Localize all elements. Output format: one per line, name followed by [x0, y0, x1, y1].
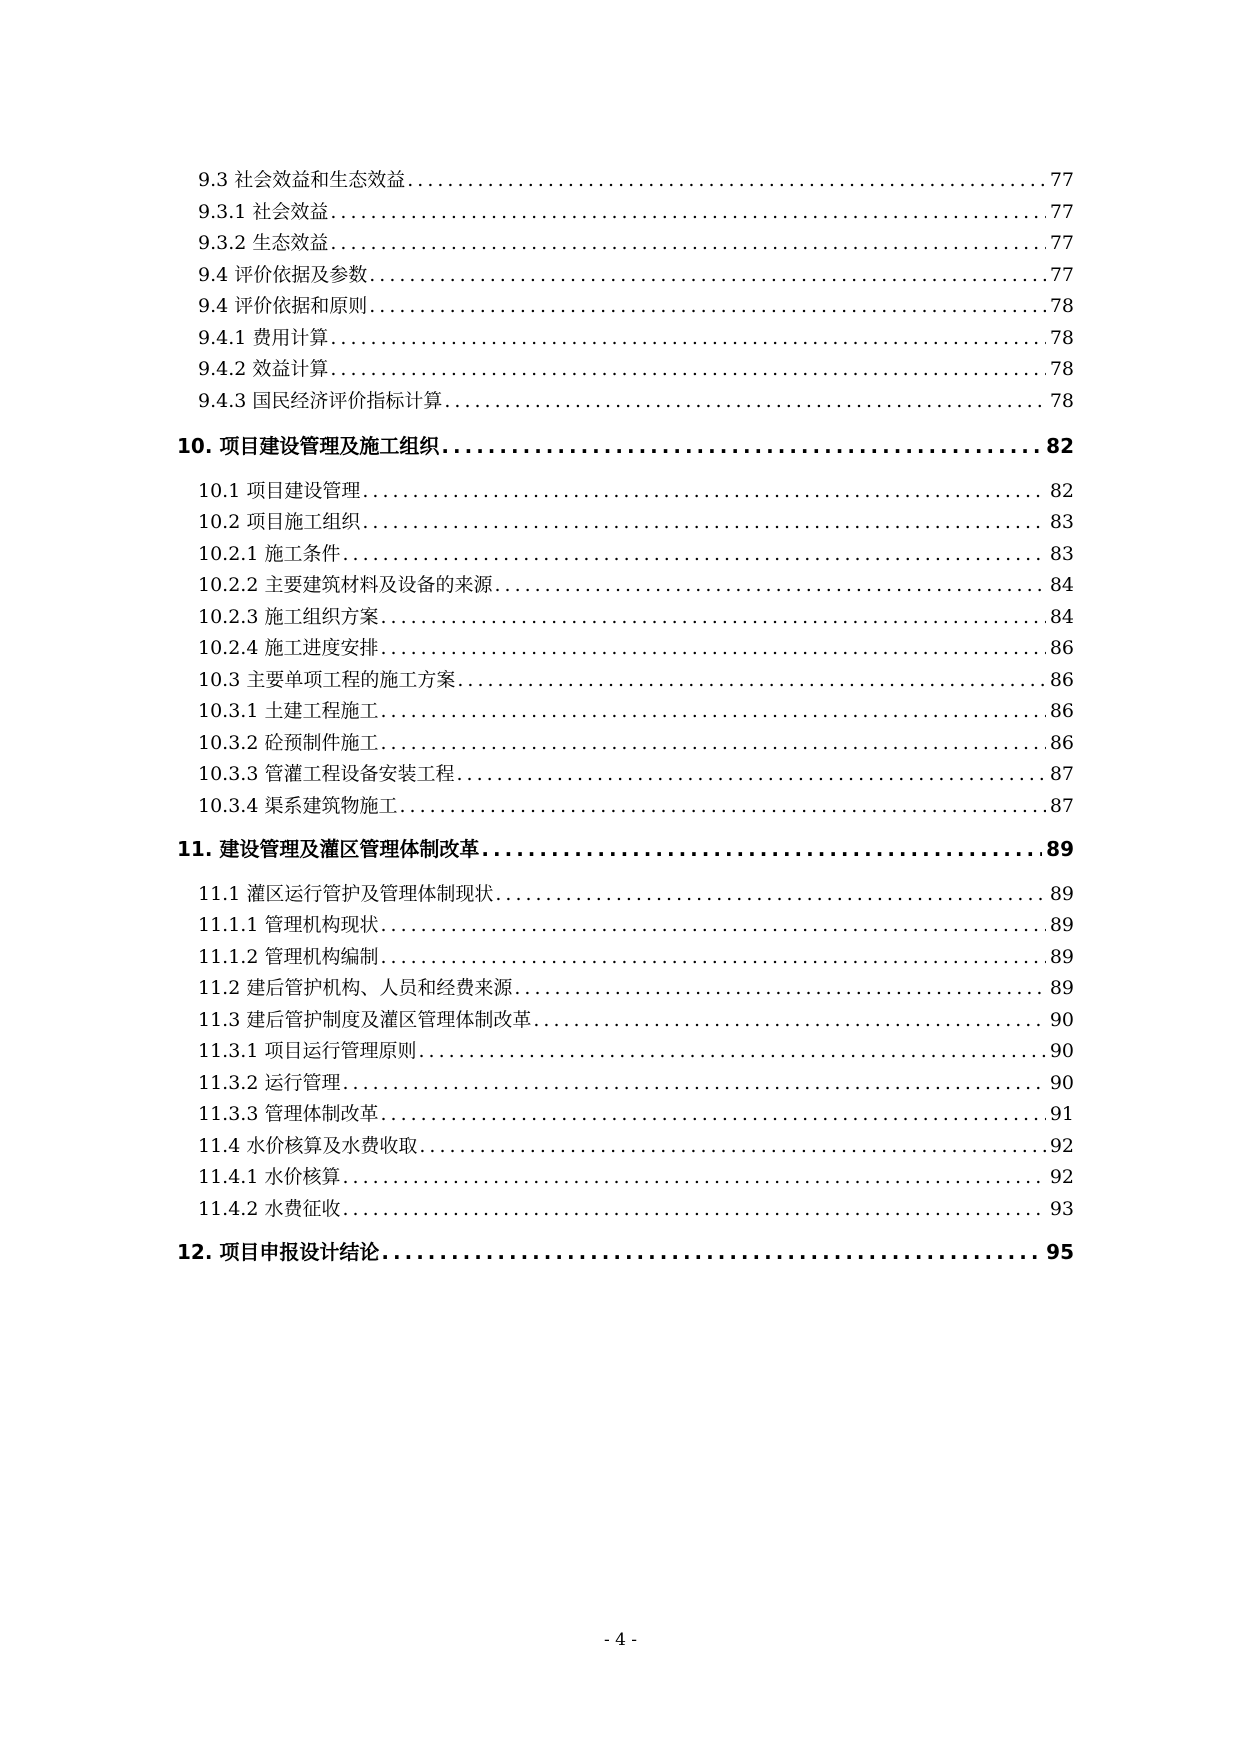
toc-entry-label: 11.3.2 运行管理: [198, 1072, 341, 1094]
toc-entry[interactable]: [198, 1162, 1074, 1189]
toc-entry-label: 10.1 项目建设管理: [198, 480, 361, 502]
dot-leader: [362, 511, 1045, 533]
dot-leader: [380, 700, 1045, 722]
dot-leader: [380, 1103, 1045, 1125]
dot-leader: [441, 434, 1042, 458]
toc-entry-page: 86: [1049, 637, 1074, 659]
dot-leader: [369, 295, 1046, 317]
toc-entry-page: 78: [1049, 327, 1074, 349]
toc-entry-page: 82: [1049, 480, 1074, 502]
toc-entry-page: 89: [1049, 914, 1074, 936]
toc-entry-label: 9.3.1 社会效益: [198, 201, 329, 223]
toc-chapter-entry[interactable]: [177, 833, 1074, 862]
toc-entry-label: 10.2.1 施工条件: [198, 543, 341, 565]
dot-leader: [330, 327, 1045, 349]
dot-leader: [407, 169, 1046, 191]
toc-entry[interactable]: [198, 973, 1074, 1000]
dot-leader: [362, 480, 1045, 502]
toc-entry-page: 84: [1049, 606, 1074, 628]
dot-leader: [418, 1040, 1045, 1062]
toc-entry-label: 11.3.3 管理体制改革: [198, 1103, 379, 1125]
toc-entry[interactable]: [198, 1005, 1074, 1032]
toc-entry-label: 10.2.2 主要建筑材料及设备的来源: [198, 574, 493, 596]
toc-entry[interactable]: [198, 633, 1074, 660]
toc-entry[interactable]: [198, 570, 1074, 597]
toc-entry-label: 9.4 评价依据和原则: [198, 295, 368, 317]
toc-entry-page: 91: [1049, 1103, 1074, 1125]
toc-entry-page: 78: [1049, 390, 1074, 412]
toc-entry-label: 9.3.2 生态效益: [198, 232, 329, 254]
toc-entry-label: 9.3 社会效益和生态效益: [198, 169, 406, 191]
toc-entry-label: 10.2.4 施工进度安排: [198, 637, 379, 659]
dot-leader: [342, 1072, 1045, 1094]
toc-entry-page: 89: [1049, 946, 1074, 968]
dot-leader: [380, 914, 1045, 936]
toc-entry[interactable]: [198, 879, 1074, 906]
toc-entry[interactable]: [198, 165, 1074, 192]
toc-entry-label: 11.4 水价核算及水费收取: [198, 1135, 418, 1157]
toc-entry[interactable]: [198, 260, 1074, 287]
toc-entry-page: 77: [1049, 264, 1074, 286]
toc-entry-page: 92: [1049, 1166, 1074, 1188]
toc-entry-label: 11.4.1 水价核算: [198, 1166, 341, 1188]
dot-leader: [330, 358, 1045, 380]
toc-chapter-page: 82: [1046, 434, 1074, 458]
toc-entry-page: 90: [1049, 1040, 1074, 1062]
toc-entry-page: 89: [1049, 883, 1074, 905]
toc-chapter-page: 95: [1046, 1240, 1074, 1264]
toc-entry-label: 10.3.4 渠系建筑物施工: [198, 795, 398, 817]
toc-entry[interactable]: [198, 696, 1074, 723]
toc-entry-page: 86: [1049, 700, 1074, 722]
dot-leader: [494, 574, 1045, 596]
toc-entry[interactable]: [198, 1068, 1074, 1095]
dot-leader: [380, 732, 1045, 754]
toc-entry-page: 86: [1049, 669, 1074, 691]
toc-entry-label: 11.3.1 项目运行管理原则: [198, 1040, 417, 1062]
toc-entry-label: 11.1 灌区运行管护及管理体制现状: [198, 883, 494, 905]
toc-entry-page: 90: [1049, 1072, 1074, 1094]
toc-chapter-entry[interactable]: [177, 430, 1074, 459]
toc-entry-page: 83: [1049, 511, 1074, 533]
toc-entry[interactable]: [198, 665, 1074, 692]
toc-chapter-page: 89: [1046, 837, 1074, 861]
toc-entry[interactable]: [198, 476, 1074, 503]
toc-entry-page: 83: [1049, 543, 1074, 565]
toc-entry-page: 86: [1049, 732, 1074, 754]
toc-entry[interactable]: [198, 791, 1074, 818]
toc-entry-page: 92: [1049, 1135, 1074, 1157]
dot-leader: [495, 883, 1045, 905]
toc-entry-label: 10.3 主要单项工程的施工方案: [198, 669, 456, 691]
dot-leader: [380, 637, 1045, 659]
toc-entry-page: 77: [1049, 232, 1074, 254]
toc-entry-label: 9.4.3 国民经济评价指标计算: [198, 390, 443, 412]
dot-leader: [481, 837, 1042, 861]
toc-entry-label: 10.3.1 土建工程施工: [198, 700, 379, 722]
toc-entry-page: 93: [1049, 1198, 1074, 1220]
toc-entry[interactable]: [198, 507, 1074, 534]
toc-entry-page: 84: [1049, 574, 1074, 596]
toc-entry[interactable]: [198, 942, 1074, 969]
dot-leader: [342, 1198, 1045, 1220]
dot-leader: [369, 264, 1046, 286]
toc-chapter-label: 11. 建设管理及灌区管理体制改革: [177, 837, 480, 861]
toc-entry-label: 10.3.2 砼预制件施工: [198, 732, 379, 754]
dot-leader: [419, 1135, 1045, 1157]
toc-entry-label: 10.2 项目施工组织: [198, 511, 361, 533]
toc-entry[interactable]: [198, 539, 1074, 566]
dot-leader: [380, 946, 1045, 968]
dot-leader: [330, 201, 1045, 223]
toc-entry-label: 10.2.3 施工组织方案: [198, 606, 379, 628]
dot-leader: [444, 390, 1045, 412]
dot-leader: [456, 763, 1045, 785]
dot-leader: [514, 977, 1045, 999]
toc-entry[interactable]: [198, 1099, 1074, 1126]
toc-entry-label: 11.2 建后管护机构、人员和经费来源: [198, 977, 513, 999]
toc-chapter-label: 12. 项目申报设计结论: [177, 1240, 380, 1264]
toc-entry-label: 9.4.1 费用计算: [198, 327, 329, 349]
toc-entry[interactable]: [198, 728, 1074, 755]
dot-leader: [381, 1240, 1042, 1264]
toc-entry-label: 9.4 评价依据及参数: [198, 264, 368, 286]
dot-leader: [399, 795, 1045, 817]
toc-chapter-label: 10. 项目建设管理及施工组织: [177, 434, 440, 458]
toc-entry[interactable]: [198, 910, 1074, 937]
dot-leader: [330, 232, 1045, 254]
toc-entry[interactable]: [198, 602, 1074, 629]
toc-entry-label: 11.1.2 管理机构编制: [198, 946, 379, 968]
toc-entry[interactable]: [198, 228, 1074, 255]
toc-entry-page: 78: [1049, 358, 1074, 380]
toc-entry-page: 78: [1049, 295, 1074, 317]
toc-entry[interactable]: [198, 354, 1074, 381]
toc-entry[interactable]: [198, 1194, 1074, 1221]
toc-entry-page: 77: [1049, 169, 1074, 191]
toc-entry-page: 90: [1049, 1009, 1074, 1031]
toc-entry-page: 89: [1049, 977, 1074, 999]
toc-chapter-entry[interactable]: [177, 1236, 1074, 1265]
toc-entry[interactable]: [198, 197, 1074, 224]
toc-entry-label: 11.1.1 管理机构现状: [198, 914, 379, 936]
dot-leader: [342, 1166, 1045, 1188]
toc-entry-page: 87: [1049, 763, 1074, 785]
dot-leader: [342, 543, 1045, 565]
toc-entry[interactable]: [198, 759, 1074, 786]
toc-entry-label: 10.3.3 管灌工程设备安装工程: [198, 763, 455, 785]
toc-entry-page: 77: [1049, 201, 1074, 223]
dot-leader: [533, 1009, 1045, 1031]
toc-entry-label: 11.3 建后管护制度及灌区管理体制改革: [198, 1009, 532, 1031]
dot-leader: [380, 606, 1045, 628]
toc-entry[interactable]: [198, 1131, 1074, 1158]
toc-entry[interactable]: [198, 291, 1074, 318]
toc-entry-page: 87: [1049, 795, 1074, 817]
toc-entry[interactable]: [198, 323, 1074, 350]
dot-leader: [457, 669, 1045, 691]
toc-entry[interactable]: [198, 386, 1074, 413]
page-number: - 4 -: [603, 1630, 638, 1650]
toc-entry[interactable]: [198, 1036, 1074, 1063]
toc-entry-label: 11.4.2 水费征收: [198, 1198, 341, 1220]
toc-entry-label: 9.4.2 效益计算: [198, 358, 329, 380]
